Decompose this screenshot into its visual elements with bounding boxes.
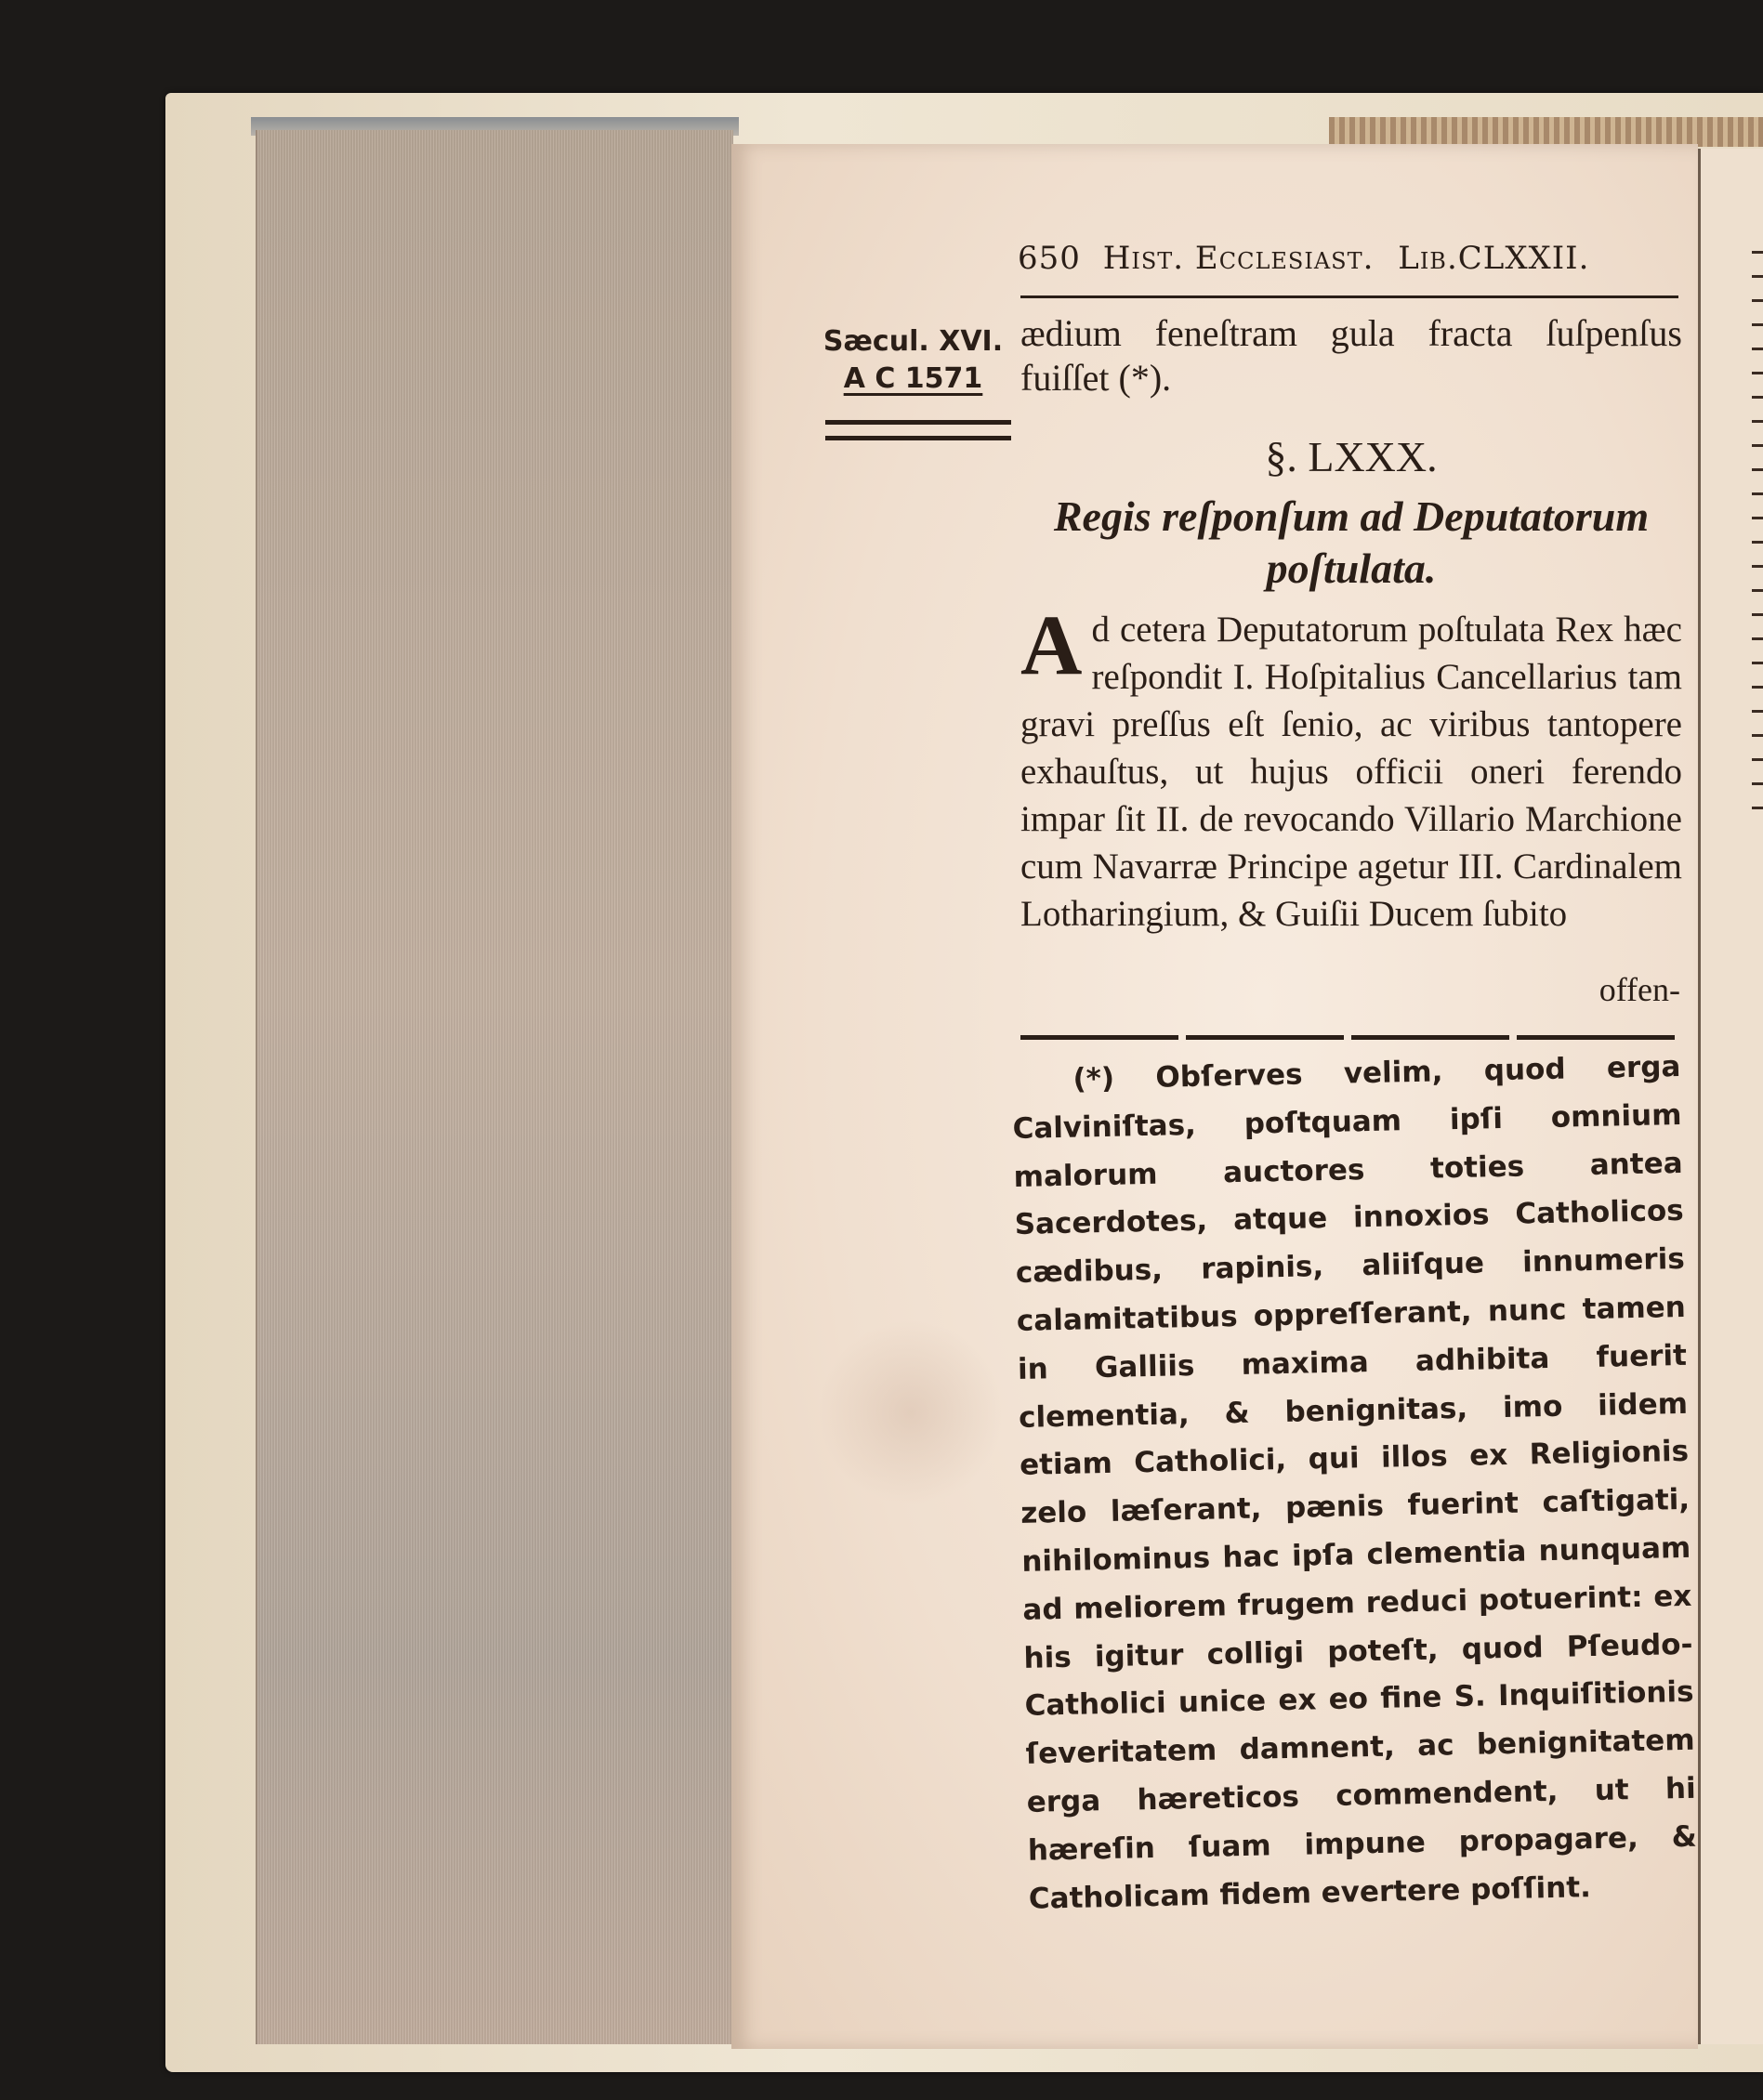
section-title: Regis reſponſum ad Deputatorum poſtulata. xyxy=(1053,492,1650,592)
margin-century: Sæcul. XVI. xyxy=(822,325,1004,358)
facing-page-text-edge xyxy=(1752,251,1763,827)
continued-text: ædium feneſtram gula fracta ſuſpenſus fuiſſet (*). xyxy=(1020,312,1682,399)
footnote xyxy=(1011,1043,1698,1923)
margin-year: A C 1571 xyxy=(843,362,983,395)
catchword: offen- xyxy=(1599,971,1680,1008)
footnote-mark: (*) xyxy=(1072,1061,1115,1096)
header-rule xyxy=(1020,295,1678,298)
book-number: Lib.CLXXII. xyxy=(1398,240,1590,277)
footnote-rule xyxy=(1020,1035,1678,1040)
main-paragraph xyxy=(1020,597,1682,938)
fore-edge xyxy=(256,130,733,2044)
running-header xyxy=(1018,240,1676,277)
running-title: Hist. Ecclesiast. xyxy=(1102,240,1375,277)
margin-rule xyxy=(825,420,1011,440)
paragraph-text: d cetera Deputatorum poſtulata Rex hæc reſpondit I. Hoſpitalius Cancellarius tam gravi preſſus eſt ſenio, ac viribus tantopere exhauſtus, ut hujus officii oneri ferendo impar ſit II. de revocando Villario Marchione cum Navarræ Principe agetur III. Cardinalem Lotharingium, & Guiſii Ducem ſubito xyxy=(1020,610,1682,934)
margin-note xyxy=(818,323,1008,398)
drop-cap: A xyxy=(1020,597,1083,692)
paper-stain xyxy=(818,1319,1004,1505)
section-number: §. LXXX. xyxy=(1265,433,1438,480)
footnote-text: Obſerves velim, quod erga Calviniſtas, poſtquam ipſi omnium malorum auctores toties antea Sacerdotes, atque innoxios Catholicos cædibus, rapinis, aliiſque innumeris calamitatibus oppreſſerant, nunc tamen in Galliis maxima adhibita fuerit clementia, & benignitas, imo iidem etiam Catholici, qui illos ex Religionis zelo læſerant, pænis fuerint caſtigati, nihilominus hac ipſa clementia nunquam ad meliorem frugem reduci potuerint: ex his igitur colligi poteſt, quod Pſeudo-Catholici unice ex eo fine S. Inquiſitionis ſeveritatem damnent, ac benignitatem erga hæreticos commendent, ut hi hæreſin ſuam impune propagare, & Catholicam fidem evertere poſſint. xyxy=(1012,1049,1698,1916)
page-number: 650 xyxy=(1018,240,1081,277)
headband xyxy=(1329,117,1763,147)
